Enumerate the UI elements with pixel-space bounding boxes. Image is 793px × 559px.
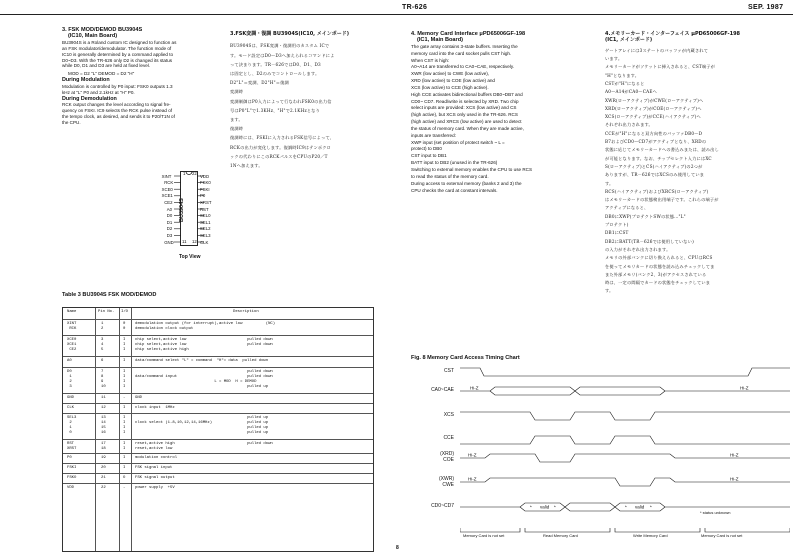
- fsk-intro-line-1: BU3904S is a Roland custom IC designed to function as: [62, 39, 177, 45]
- table-cell-io: I I: [123, 441, 126, 451]
- period-bracket-2: [525, 528, 610, 532]
- table-cell-pin: 13 14 15 16: [101, 415, 106, 435]
- table-cell-desc: reset,active high pulled down reset,active low: [135, 441, 273, 451]
- table-row: [63, 439, 373, 454]
- fsk-intro-line-2: an FSK modulator/demodulator. The function mode of: [62, 45, 172, 51]
- table-cell-io: I I I I: [123, 415, 126, 435]
- signal-label-5: (XRD) COE: [440, 451, 454, 463]
- chip-caption: Top View: [179, 254, 201, 260]
- memcard-jp-line-8: XRD(ローアクティブ)がCOE(ローアクティブ)へ: [605, 105, 702, 111]
- signal-label-4: CCE: [443, 435, 454, 441]
- table-cell-name: A0: [67, 358, 72, 363]
- chip-pin-vdd: VDD: [200, 173, 210, 179]
- fsk-jp-line-14: 1Nへ加えます。: [230, 163, 263, 169]
- memcard-line-4: A0~A14 are transferred to CA0~CAE, respectively.: [411, 64, 515, 70]
- memcard-jp-line-12: B7およびCD0～CD7がアクティブとなり、XRDの: [605, 139, 707, 145]
- memcard-line-12: (high active) and XRCS (low active) are used to detect: [411, 119, 522, 125]
- memcard-line-19: Switching to external memory enables the CPU to use RCS: [411, 167, 533, 172]
- table-cell-pin: 21: [101, 475, 106, 480]
- memcard-text: [411, 44, 596, 195]
- coe-trace: [460, 454, 790, 462]
- memcard-line-18: BATT input to DB2 (unused in the TR-626): [411, 160, 498, 166]
- chip-pin-gnd: GND: [164, 239, 174, 245]
- memcard-jp-line-23: DB1にCST: [605, 230, 629, 236]
- chip-pin-xint: XINT: [161, 173, 172, 179]
- table-cell-pin: 20: [101, 465, 106, 470]
- table-cell-name: P0: [67, 455, 72, 460]
- fsk-title: 3. FSK MOD/DEMOD BU3904S: [62, 27, 143, 33]
- memcard-jp-line-14: が可能となります。なお、チップセレクト入力にはXC: [605, 155, 712, 161]
- cd-star-4: *: [650, 504, 652, 510]
- table-cell-pin: 19: [101, 455, 106, 460]
- table-row: [63, 367, 373, 394]
- memcard-section-jp: [605, 31, 790, 296]
- memcard-line-21: During access to external memory (banks 2 and 3) the: [411, 180, 522, 186]
- chip-pin-ce2: CE2: [164, 199, 173, 205]
- memcard-title: 4. Memory Card Interface μPD65006GF-198: [411, 31, 526, 37]
- memcard-jp-line-30: す。: [605, 288, 614, 294]
- period-not-set-1: Memory Card is not set: [463, 533, 505, 538]
- memcard-line-1: The gate array contains 3-state buffers. Inserting the: [411, 43, 518, 49]
- memcard-jp-line-18: RCS(ハイアクティブ)およびXRCS(ローアクティブ): [605, 188, 709, 194]
- memcard-subtitle: (IC1, Main Board): [417, 37, 463, 44]
- fsk-demod-text: [62, 102, 222, 126]
- memcard-subtitle-jp: (IC1, メインボード): [605, 37, 653, 44]
- memcard-jp-line-10: それぞれ出力されます。: [605, 122, 653, 128]
- table-cell-name: GND: [67, 395, 75, 400]
- fsk-subtitle: (IC10, Main Board): [68, 33, 118, 40]
- memcard-jp-line-21: DB0にXWP(プロテクトSWの状態…"L": [605, 213, 686, 219]
- table-cell-io: -: [123, 485, 126, 490]
- memcard-title-jp: 4.メモリーカード・インターフェイス μPD65006GF-198: [605, 31, 741, 37]
- fsk-mod-line-1: Modulation is controlled by P0 input: FSK0 outputs 1.3: [62, 83, 173, 89]
- memcard-jp-line-26: メモリの外部バンクに切り換えられると、CPUはRCS: [605, 255, 713, 261]
- memcard-line-10: select inputs are provided: XCS (low active) and CS: [411, 105, 517, 111]
- table-cell-io: 0 0: [123, 321, 126, 331]
- memcard-line-9: CD0~ CD7. Read/write is selected by XRD. Two chip: [411, 98, 519, 104]
- table-cell-desc: chip select,active low pulled down chip select,active low pulled down chip select,active high: [135, 337, 273, 352]
- fsk-text-jp: [230, 41, 400, 170]
- chip-pin-fsk0: FSK0: [200, 180, 211, 186]
- fsk-section-en: [62, 27, 222, 126]
- memcard-jp-line-20: アクティブになると、: [605, 205, 649, 211]
- table-cell-pin: 7 8 9 10: [101, 369, 106, 389]
- table-cell-pin: 6: [101, 358, 104, 363]
- memcard-jp-line-3: メモリーカードがソケットに挿入されると、CST端子が: [605, 64, 716, 70]
- table-cell-pin: 22: [101, 485, 106, 490]
- memcard-jp-line-25: の入力がそれぞれ出力されます。: [605, 246, 671, 252]
- memcard-jp-line-22: プロテクト): [605, 222, 629, 228]
- memcard-section-en: [411, 31, 596, 194]
- coe-hiz-right: Hi-Z: [730, 452, 739, 458]
- period-write: Write Memory Card: [633, 533, 668, 538]
- fsk-mod-text: [62, 84, 222, 96]
- chip-pin-sel2: SEL2: [200, 226, 211, 232]
- chip-pin-xrst: XRST: [200, 199, 212, 205]
- memcard-line-5: XWR (low active) to CWE (low active),: [411, 71, 490, 77]
- table-cell-desc: GND: [135, 395, 143, 400]
- memcard-jp-line-24: DB2にBATT(TR－626では使用していない): [605, 238, 694, 244]
- ca-hiz-right: Hi-Z: [740, 385, 749, 391]
- table-cell-pin: 17 18: [101, 441, 106, 451]
- fsk-jp-line-11: 復調時には、FSKIに入力されるFSK信号によって、: [230, 135, 335, 141]
- pin12-number: 12: [192, 239, 197, 244]
- fsk-jp-line-1: BU3904Sは、FSK変調・復調用のカスタム ICで: [230, 43, 330, 49]
- memcard-jp-line-4: "H"となります。: [605, 72, 640, 78]
- memcard-line-7: XCS (low active) to CCE (high active).: [411, 84, 489, 90]
- table-cell-io: O: [123, 475, 126, 480]
- page-number: 8: [396, 545, 399, 551]
- cd-star-3: *: [625, 504, 627, 510]
- memcard-text-jp: [605, 47, 790, 296]
- memcard-jp-line-13: 状態に応じてメモリーカードへの書込みまたは、読み出し: [605, 147, 719, 153]
- fsk-demod-line-2: quency on FSKI. IC9 selects the RCK pulse instead of: [62, 108, 173, 114]
- signal-label-6: (XWR) CWE: [439, 476, 454, 488]
- table-cell-pin: 1 2: [101, 321, 104, 331]
- table-header-pin: Pin No.: [98, 310, 115, 314]
- fsk-jp-line-12: RCKの出力が変化します。復調時IC9はテンポクロ: [230, 144, 332, 150]
- memcard-line-13: the status of memory card. When they are made active,: [411, 125, 524, 131]
- memcard-line-8: High CCE activates bidirectional buffers DB0~DB7 and: [411, 91, 523, 97]
- memcard-jp-line-15: S(ローアクティブ)とCS(ハイアクティブ)の2つが: [605, 163, 703, 169]
- fsk-jp-line-6: 変調時: [230, 89, 244, 95]
- table-cell-desc: pulled down data/command input pulled down L = MOD H = DEMOD pulled up: [135, 369, 273, 389]
- fsk-jp-line-7: 変調制御はP0入力によって行なわれFSK0の出力信: [230, 98, 332, 104]
- table-cell-io: I: [123, 455, 126, 460]
- chip-pin-rck: RCK: [164, 180, 174, 186]
- memcard-line-6: XRD (low active) to COE (low active) and: [411, 78, 495, 84]
- table-cell-io: I I I: [123, 337, 126, 352]
- memcard-line-16: protect) to DB0: [411, 146, 442, 152]
- status-note: * status unknown: [700, 510, 731, 515]
- memcard-jp-line-1: ゲートアレイには3ステートのバッファが内蔵されて: [605, 47, 709, 53]
- memcard-jp-line-6: A0～A14がCA0～CAEへ: [605, 89, 657, 95]
- table-row: [63, 483, 373, 495]
- table-cell-name: RST XRST: [67, 441, 77, 451]
- table-header-description: Description: [233, 310, 259, 314]
- ca-hiz-left: Hi-Z: [470, 385, 479, 391]
- memcard-line-15: XWP input (set position of protect switch ~ L =: [411, 139, 505, 145]
- table-cell-desc: data/command select "L" = command "H"= data pulled down: [135, 358, 269, 363]
- table-row: [63, 319, 373, 336]
- table-cell-io: I I I I: [123, 369, 126, 389]
- fsk-mode-line: MOD = D2 "L" DEMOD = D2 "H": [68, 71, 135, 77]
- signal-label-7: CD0~CD7: [431, 503, 454, 509]
- memcard-line-14: inputs are transferred:: [411, 132, 456, 138]
- chip-pin-fski: FSKI: [200, 186, 210, 192]
- memcard-jp-line-28: また外部メモリ(バンク2、3)がアクセスされている: [605, 271, 707, 277]
- header-rule: [0, 14, 793, 15]
- table-cell-pin: 12: [101, 405, 106, 410]
- table-cell-desc: FSK signal output: [135, 475, 175, 480]
- fsk-demod-heading: During Demodulation: [62, 95, 117, 102]
- fsk-jp-line-13: ックの代わりにこのRCKパルスをCPUのP20／T: [230, 153, 328, 159]
- fsk-jp-line-2: す。モード設定はD0～D3へ加えられるコマンドによ: [230, 52, 335, 58]
- memcard-jp-line-9: XCS(ローアクティブ)がCCE(ハイアクティブ)へ: [605, 114, 701, 120]
- chip-pin-d0: D0: [166, 213, 173, 219]
- table-cell-pin: 3 4 5: [101, 337, 104, 352]
- table-cell-name: D0 1 2 3: [67, 369, 72, 389]
- table-cell-name: XINT RCK: [67, 321, 77, 331]
- table-cell-desc: FSK signal input: [135, 465, 173, 470]
- fsk-jp-line-3: って決まります。TR－626ではD0、D1、D3: [230, 61, 321, 67]
- timing-title: Fig. 8 Memory Card Access Timing Chart: [411, 355, 520, 361]
- chip-pin-sel1: SEL1: [200, 219, 211, 225]
- chip-pin-d1: D1: [166, 219, 173, 225]
- signal-label-1: CST: [444, 368, 454, 374]
- cwe-trace: [460, 478, 790, 486]
- fsk-jp-line-9: ます。: [230, 117, 243, 123]
- table-header-name: Name: [67, 310, 77, 314]
- pin22-number: 22: [192, 171, 197, 176]
- fsk-intro-line-5: while D0, D1 and D3 are held at fixed level.: [62, 63, 151, 69]
- table-cell-name: XCE0 XCE1 CE2: [67, 337, 77, 352]
- table-cell-desc: clock input 1MHz: [135, 405, 175, 410]
- doc-id: TR-626: [402, 4, 428, 11]
- fsk-intro-line-3: IC10 is generally determined by a command applied to: [62, 51, 174, 57]
- memcard-jp-line-5: CSTが"H"になると: [605, 81, 645, 86]
- table-cell-desc: demodulation output (for interrupt),active low (NC) demodulation clock output: [135, 321, 276, 331]
- memcard-jp-line-11: CCEが"H"になると双方向性のバッファDB0～D: [605, 130, 703, 136]
- signal-label-2: CA0~CAE: [431, 387, 454, 393]
- period-bracket-4: [705, 528, 790, 532]
- fsk-jp-line-8: 号はP0"L"で1.3KHz、"H"で2.1KHzとなり: [230, 107, 321, 113]
- fsk-demod-line-4: the CPU.: [62, 119, 81, 125]
- table-cell-name: FSKI: [67, 465, 77, 470]
- table-title: Table 3 BU3904S FSK MOD/DEMOD: [62, 292, 157, 298]
- fsk-section-jp: [230, 31, 400, 170]
- fsk-intro-line-4: D0~D3. With the TR-626 only D2 is changed its status: [62, 57, 173, 63]
- period-read: Read Memory Card: [543, 533, 578, 538]
- table-cell-desc: power supply +5V: [135, 485, 175, 490]
- cd-valid-write: valid: [635, 504, 645, 510]
- timing-chart: [460, 364, 790, 554]
- table-cell-name: SEL3 2 1 0: [67, 415, 77, 435]
- table-cell-name: CLK: [67, 405, 75, 410]
- fsk-title-jp: 3.FSK変調・復調 BU3904S(IC10, メインボード): [230, 31, 349, 37]
- chip-pin-xce0: XCE0: [161, 186, 173, 192]
- cst-trace: [460, 368, 790, 376]
- table-header-io: I/O: [121, 310, 129, 314]
- fsk-mod-heading: During Modulation: [62, 77, 110, 84]
- memcard-line-17: CST input to DB1: [411, 153, 447, 159]
- cd-star-1: *: [530, 504, 532, 510]
- memcard-jp-line-29: 時は、一定の間隔でカードの状態をチェックしていま: [605, 280, 711, 286]
- fsk-demod-line-3: the tempo clock, as desired, and sends it to P20/T1N of: [62, 114, 175, 120]
- chip-pin-d2: D2: [166, 226, 173, 232]
- memcard-jp-line-27: を使ってメモリカードの状態を読み込みチェックしてま: [605, 263, 715, 269]
- pin-table: [62, 307, 374, 552]
- table-cell-io: -: [123, 395, 126, 400]
- fsk-jp-line-4: は固定とし、D2のみでコントロールします。: [230, 71, 320, 77]
- table-cell-pin: 11: [101, 395, 106, 400]
- cce-trace: [460, 436, 790, 444]
- fsk-intro: [62, 40, 222, 70]
- memcard-line-22: CPU checks the card at constant intervals.: [411, 187, 498, 193]
- pin11-number: 11: [182, 239, 187, 244]
- memcard-jp-line-19: はメモリーカードの状態検出用端子です。これらの端子が: [605, 197, 719, 203]
- fsk-jp-line-5: D2"L"＝変調、D2"H"＝復調: [230, 80, 289, 86]
- period-bracket-1: [460, 528, 520, 532]
- cd-star-2: *: [554, 504, 556, 510]
- fsk-demod-line-1: RCK output changes the level according to signal fre-: [62, 102, 171, 108]
- memcard-jp-line-16: ありますが、TR－626ではXCSのみ使用していま: [605, 172, 705, 178]
- chip-pin-d3: D3: [166, 232, 173, 238]
- cd-valid-read: valid: [540, 504, 550, 510]
- memcard-jp-line-7: XWR(ローアクティブ)がCWE(ローアクティブ)へ: [605, 97, 704, 103]
- cwe-hiz-left: Hi-Z: [468, 476, 477, 482]
- chip-pin-clk: CLK: [200, 239, 209, 245]
- memcard-jp-line-17: す。: [605, 180, 614, 186]
- xcs-trace: [460, 412, 790, 420]
- period-bracket-3: [615, 528, 700, 532]
- table-cell-desc: modulation control: [135, 455, 178, 460]
- chip-pin-p0: P0: [200, 193, 206, 199]
- coe-hiz-left: Hi-Z: [468, 452, 477, 458]
- chip-pin-a0: A0: [166, 206, 173, 212]
- table-row: [63, 413, 373, 440]
- chip-pin-sel0: SEL0: [200, 213, 211, 219]
- memcard-line-3: When CST is high:: [411, 57, 450, 63]
- fsk-mod-line-2: kHz at "L" P0 and 2.1kHz at "H" P0.: [62, 89, 135, 95]
- memcard-line-11: (high active), but XCS only used in the TR-626. RCS: [411, 112, 518, 118]
- table-cell-io: I: [123, 405, 126, 410]
- table-cell-desc: pulled up clock select (1-8,10,12,14,16MHz) pulled up pulled up pulled up: [135, 415, 269, 435]
- doc-date: SEP. 1987: [748, 4, 784, 11]
- cwe-hiz-right: Hi-Z: [730, 476, 739, 482]
- memcard-line-2: memory card into the card socket pulls CST high.: [411, 50, 512, 56]
- chip-pin-xce1: XCE1: [161, 193, 173, 199]
- ca-trace-b: [490, 391, 665, 395]
- fsk-jp-line-10: 復調時: [230, 126, 244, 132]
- chip-pin-rst: RST: [200, 206, 209, 212]
- table-row: [63, 335, 373, 357]
- signal-label-3: XCS: [443, 412, 454, 418]
- pin1-number: 1: [183, 171, 186, 176]
- table-cell-io: I: [123, 358, 126, 363]
- memcard-jp-line-2: います。: [605, 56, 623, 62]
- table-cell-name: VDD: [67, 485, 75, 490]
- period-not-set-2: Memory Card is not set: [701, 533, 743, 538]
- chip-pin-sel3: SEL3: [200, 232, 211, 238]
- memcard-line-20: to read the status of the memory card.: [411, 173, 489, 179]
- table-cell-io: I: [123, 465, 126, 470]
- table-cell-name: FSKO: [67, 475, 77, 480]
